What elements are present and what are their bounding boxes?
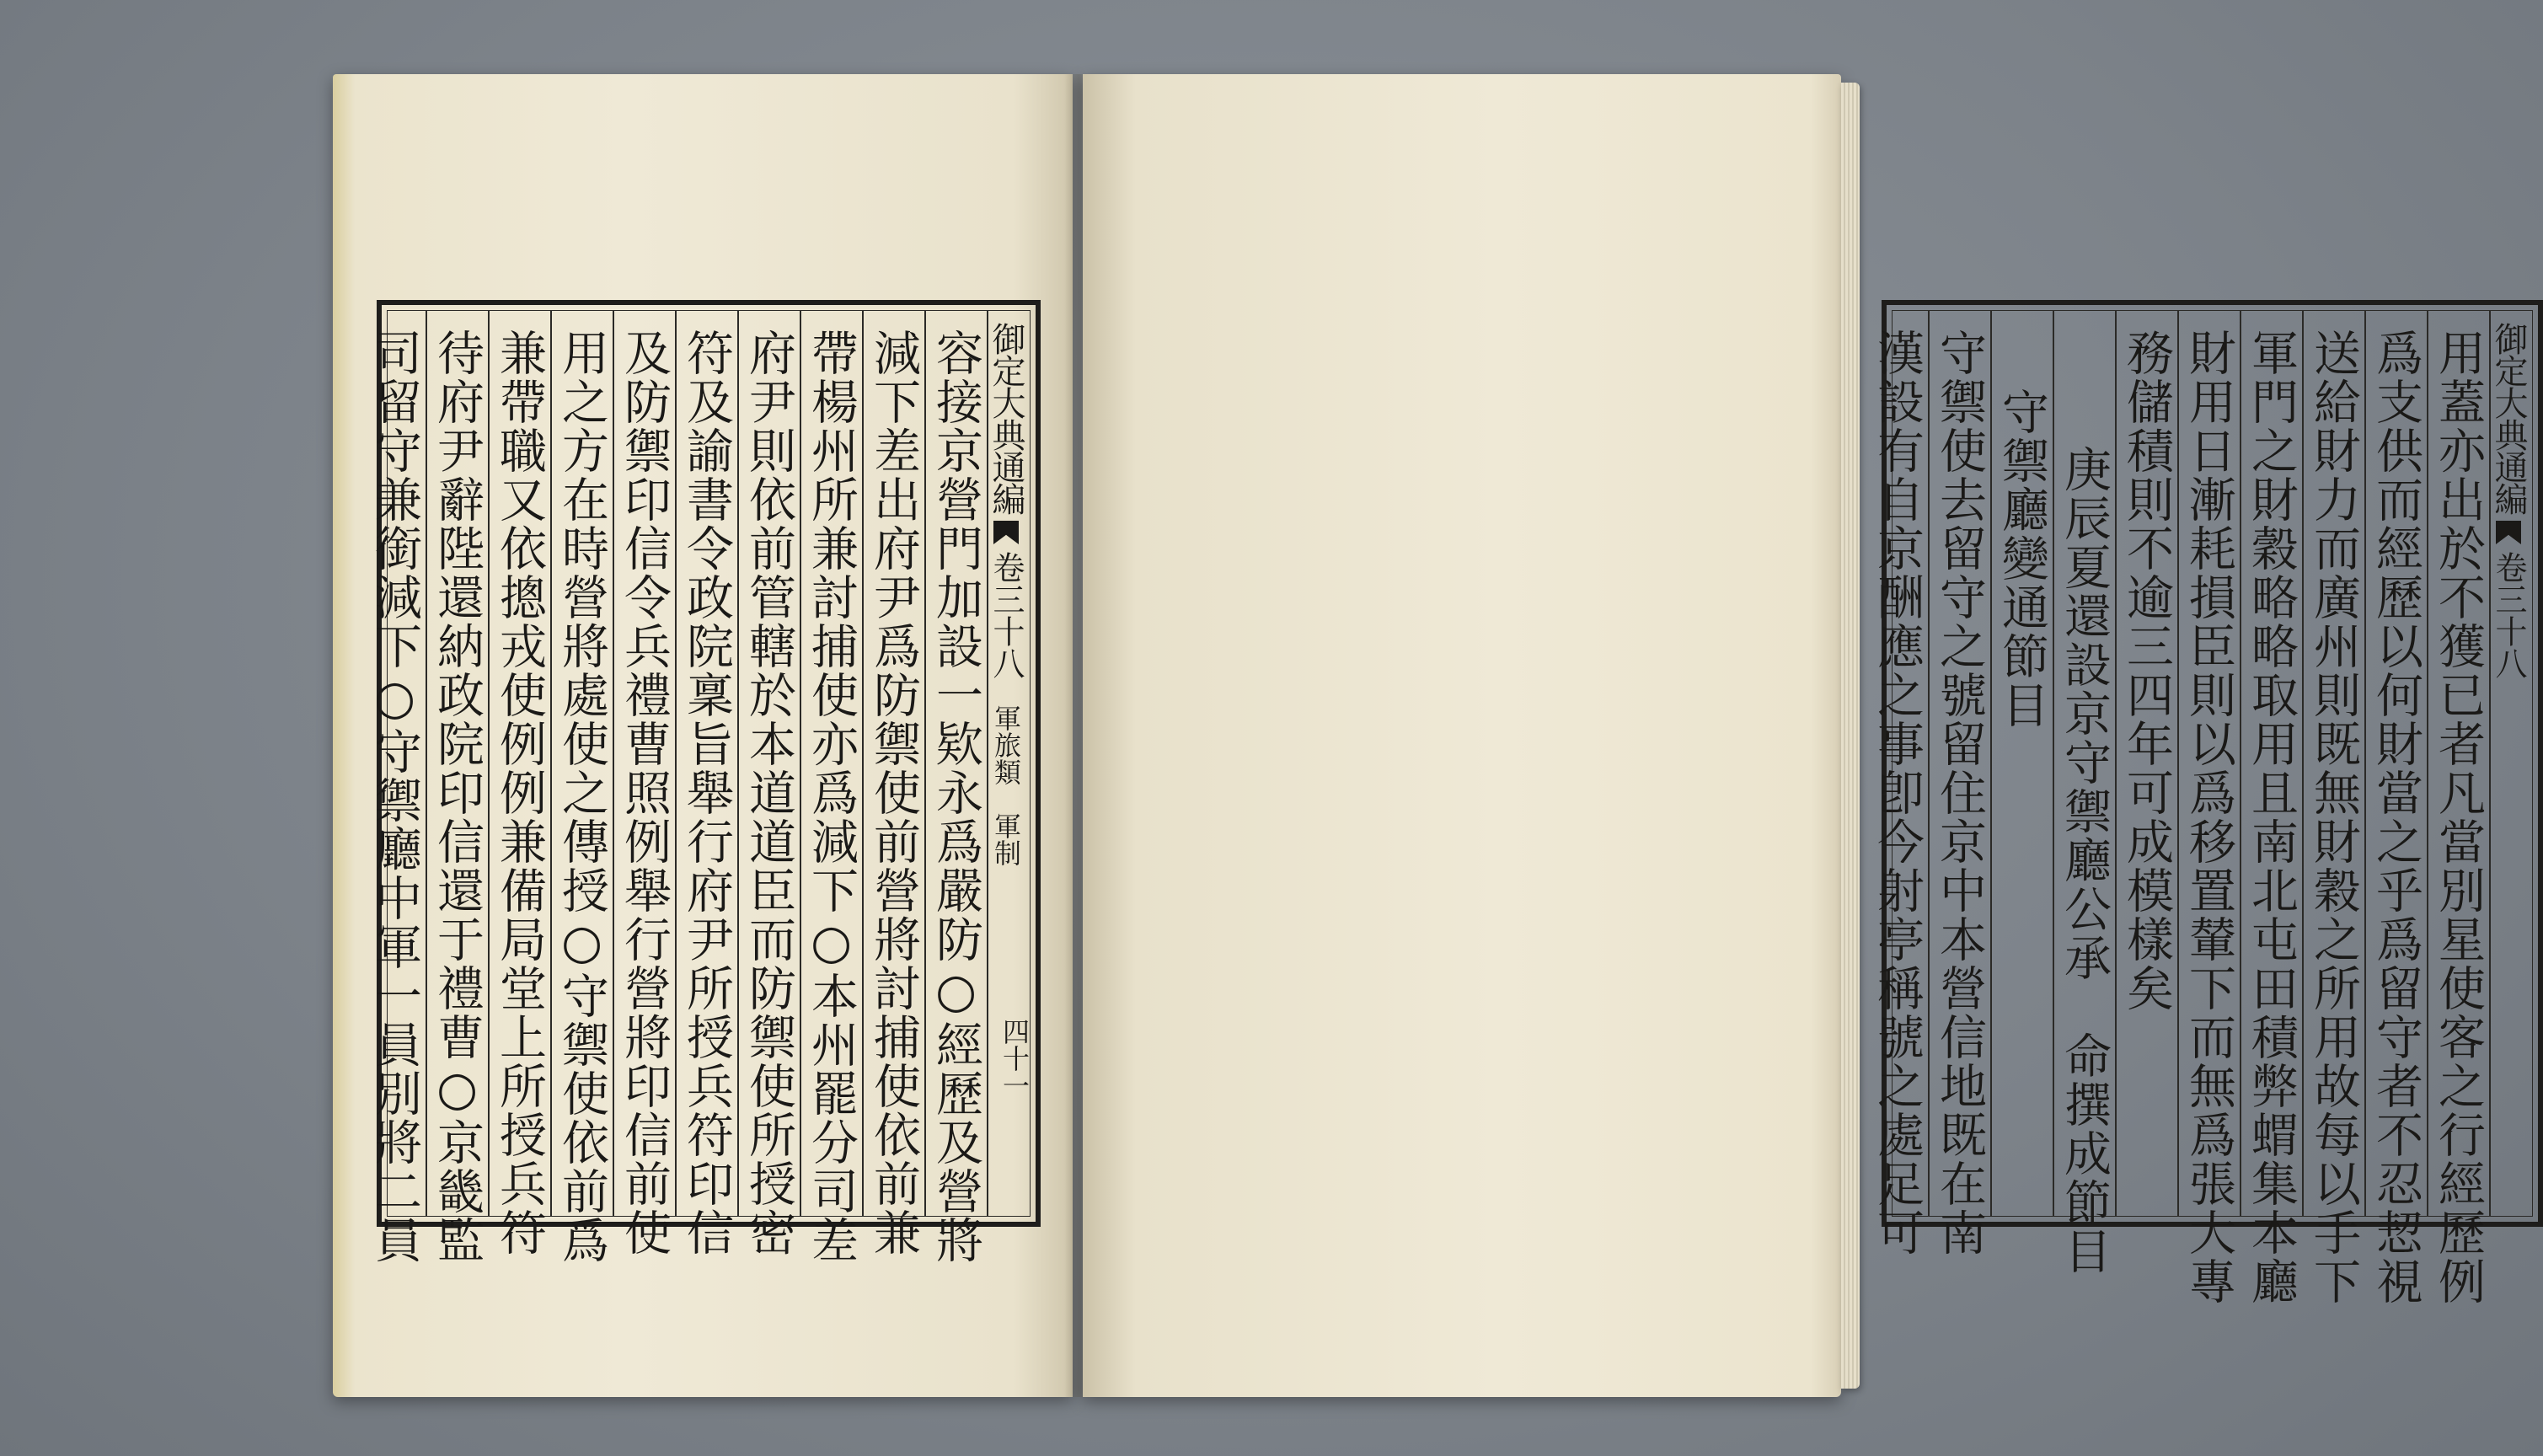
book-title: 御定大典通編 [2489, 322, 2528, 514]
left-margin-column [987, 310, 1031, 1217]
text-column: 容接京營門加設一欵永爲嚴防○經歷及營將 [924, 310, 987, 1217]
text-column: 府尹則依前管轄於本道道臣而防禦使所授密 [737, 310, 800, 1217]
text-column: 待府尹辭陛還納政院印信還于禮曹○京畿監 [426, 310, 488, 1217]
text-column: 用之方在時營將處使之傳授○守禦使依前爲 [550, 310, 613, 1217]
right-page [1083, 74, 2528, 1397]
category-label: 軍旅類 軍制 [990, 704, 1022, 866]
page-edges [1841, 83, 1860, 1389]
left-page-frame [367, 300, 1041, 1265]
right-margin-column [2489, 310, 2533, 1217]
text-column: 帶楊州所兼討捕使亦爲減下○本州罷分司差 [800, 310, 862, 1217]
left-page [333, 74, 1073, 1397]
section-title-column: 守禦廳變通節目 [1990, 310, 2053, 1217]
page-number: 四十一 [998, 1018, 1031, 1099]
text-column: 送給財力而廣州則既無財穀之所用故每以手下 [2302, 310, 2364, 1217]
text-column: 兼帶職又依摠戎使例例兼備局堂上所授兵符 [488, 310, 550, 1217]
text-column: 軍門之財穀略略取用且南北屯田積弊蝟集本廳 [2240, 310, 2302, 1217]
left-page-columns [367, 310, 1031, 1265]
right-page-columns [1870, 310, 2533, 1306]
text-column: 守禦使去留守之號留住京中本營信地既在南 [1928, 310, 1990, 1217]
text-column: 爲支供而經歷以何財當之乎爲留守者不忍恝視 [2364, 310, 2427, 1217]
volume-label: 卷三十八 [2490, 551, 2527, 679]
text-column: 司留守兼銜減下○守禦廳中軍一員別將二員 [367, 329, 422, 1265]
text-column: 務儲積則不逾三四年可成模樣矣 [2115, 310, 2177, 1217]
text-column: 漢設有自京酬應之事卽今射亭稱號之處足可 [1870, 329, 1925, 1257]
text-column: 用蓋亦出於不獲已者凡當別星使客之行經歷例 [2427, 310, 2489, 1217]
volume-label: 卷三十八 [988, 551, 1025, 679]
fish-tail-mark-icon [2496, 521, 2521, 544]
fish-tail-mark-icon [993, 521, 1019, 544]
open-book [333, 74, 2528, 1405]
text-column: 財用日漸耗損臣則以爲移置輦下而無爲張大專 [2177, 310, 2240, 1217]
book-title: 御定大典通編 [987, 322, 1025, 514]
text-column: 減下差出府尹爲防禦使前營將討捕使依前兼 [862, 310, 924, 1217]
text-column: 符及諭書令政院稟旨舉行府尹所授兵符印信 [675, 310, 737, 1217]
text-column: 及防禦印信令兵禮曹照例舉行營將印信前使 [613, 310, 675, 1217]
section-heading-column: 庚辰夏還設京守禦廳公承 命撰成節目 [2053, 310, 2115, 1217]
right-page-frame [1870, 300, 2543, 1306]
